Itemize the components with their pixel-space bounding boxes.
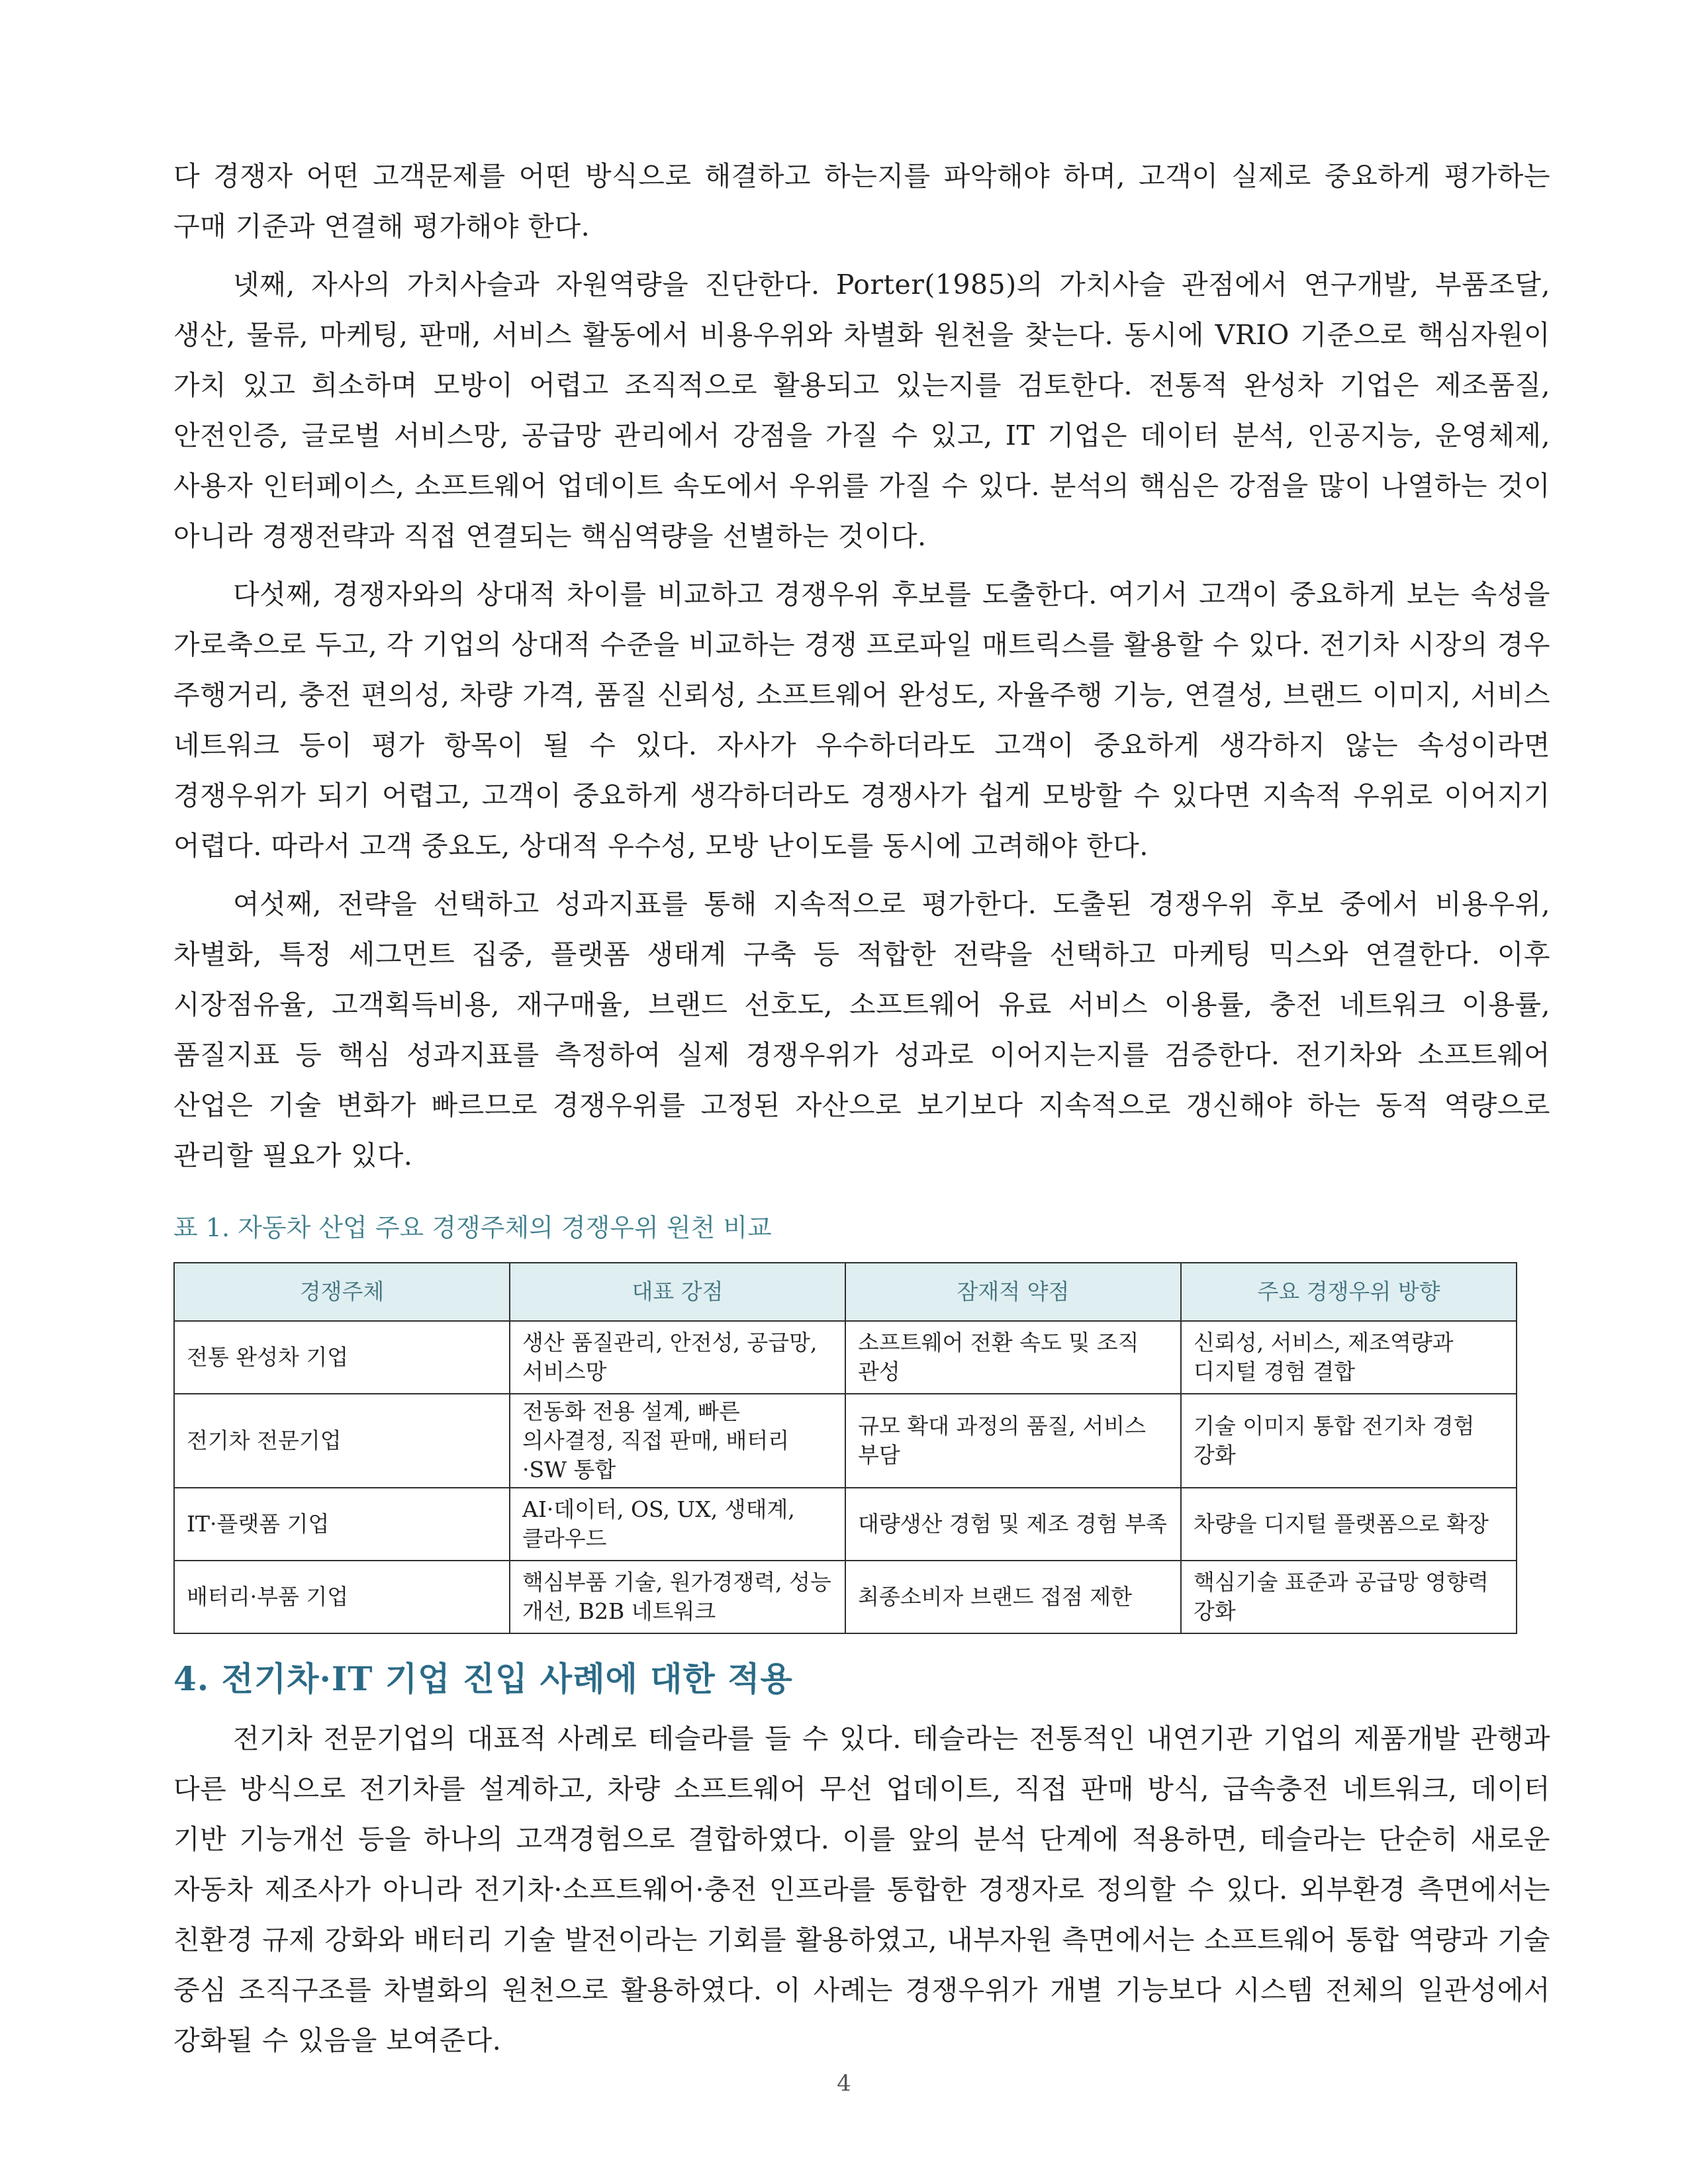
column-header: 주요 경쟁우위 방향 — [1181, 1263, 1517, 1321]
table-cell: 최종소비자 브랜드 접점 제한 — [845, 1561, 1181, 1633]
table-cell: 전통 완성차 기업 — [174, 1321, 510, 1394]
table-caption: 표 1. 자동차 산업 주요 경쟁주체의 경쟁우위 원천 비교 — [173, 1213, 772, 1242]
table-cell: 전기차 전문기업 — [174, 1394, 510, 1488]
table-cell: 신뢰성, 서비스, 제조역량과 디지털 경험 결합 — [1181, 1321, 1517, 1394]
table-header-row — [174, 1263, 1517, 1321]
table-cell: 핵심부품 기술, 원가경쟁력, 성능 개선, B2B 네트워크 — [510, 1561, 845, 1633]
paragraph: 넷째, 자사의 가치사슬과 자원역량을 진단한다. Porter(1985)의 가치사슬 관점에서 연구개발, 부품조달, 생산, 물류, 마케팅, 판매, 서비스 활동에서 비용우위와 차별화 원천을 찾는다. 동시에 VRIO 기준으로 핵심자원이 가치 있고 희소하며 모방이 어렵고 조직적으로 활용되고 있는지를 검토한다. 전통적 완성차 기업은 제조품질, 안전인증, 글로벌 서비스망, 공급망 관리에서 강점을 가질 수 있고, IT 기업은 데이터 분석, 인공지능, 운영체제, 사용자 인터페이스, 소프트웨어 업데이트 속도에서 우위를 가질 수 있다. 분석의 핵심은 강점을 많이 나열하는 것이 아니라 경쟁전략과 직접 연결되는 핵심역량을 선별하는 것이다. — [173, 269, 1550, 552]
table-row — [174, 1561, 1517, 1633]
table-cell: 소프트웨어 전환 속도 및 조직 관성 — [845, 1321, 1181, 1394]
table-cell: 차량을 디지털 플랫폼으로 확장 — [1181, 1488, 1517, 1561]
column-header: 잠재적 약점 — [845, 1263, 1181, 1321]
table-cell: 생산 품질관리, 안전성, 공급망, 서비스망 — [510, 1321, 845, 1394]
table-row — [174, 1321, 1517, 1394]
table-cell: 핵심기술 표준과 공급망 영향력 강화 — [1181, 1561, 1517, 1633]
table-cell: IT·플랫폼 기업 — [174, 1488, 510, 1561]
table-cell: AI·데이터, OS, UX, 생태계, 클라우드 — [510, 1488, 845, 1561]
top-paragraphs — [173, 151, 1550, 1181]
table-cell: 규모 확대 과정의 품질, 서비스 부담 — [845, 1394, 1181, 1488]
comparison-table — [173, 1262, 1517, 1634]
table-row — [174, 1394, 1517, 1488]
document-page — [173, 151, 1550, 2066]
paragraph: 여섯째, 전략을 선택하고 성과지표를 통해 지속적으로 평가한다. 도출된 경쟁우위 후보 중에서 비용우위, 차별화, 특정 세그먼트 집중, 플랫폼 생태계 구축 등 적합한 전략을 선택하고 마케팅 믹스와 연결한다. 이후 시장점유율, 고객획득비용, 재구매율, 브랜드 선호도, 소프트웨어 유료 서비스 이용률, 충전 네트워크 이용률, 품질지표 등 핵심 성과지표를 측정하여 실제 경쟁우위가 성과로 이어지는지를 검증한다. 전기차와 소프트웨어 산업은 기술 변화가 빠르므로 경쟁우위를 고정된 자산으로 보기보다 지속적으로 갱신해야 하는 동적 역량으로 관리할 필요가 있다. — [173, 888, 1550, 1171]
paragraph: 다섯째, 경쟁자와의 상대적 차이를 비교하고 경쟁우위 후보를 도출한다. 여기서 고객이 중요하게 보는 속성을 가로축으로 두고, 각 기업의 상대적 수준을 비교하는 경쟁 프로파일 매트릭스를 활용할 수 있다. 전기차 시장의 경우 주행거리, 충전 편의성, 차량 가격, 품질 신뢰성, 소프트웨어 완성도, 자율주행 기능, 연결성, 브랜드 이미지, 서비스 네트워크 등이 평가 항목이 될 수 있다. 자사가 우수하더라도 고객이 중요하게 생각하지 않는 속성이라면 경쟁우위가 되기 어렵고, 고객이 중요하게 생각하더라도 경쟁사가 쉽게 모방할 수 있다면 지속적 우위로 이어지기 어렵다. 따라서 고객 중요도, 상대적 우수성, 모방 난이도를 동시에 고려해야 한다. — [173, 578, 1550, 862]
page-number: 4 — [837, 2070, 851, 2097]
table-cell: 대량생산 경험 및 제조 경험 부족 — [845, 1488, 1181, 1561]
section-heading: 4. 전기차·IT 기업 진입 사례에 대한 적용 — [173, 1659, 793, 1698]
column-header: 경쟁주체 — [174, 1263, 510, 1321]
table-row — [174, 1488, 1517, 1561]
bottom-paragraphs — [173, 1713, 1550, 2066]
paragraph: 다 경쟁자 어떤 고객문제를 어떤 방식으로 해결하고 하는지를 파악해야 하며, 고객이 실제로 중요하게 평가하는 구매 기준과 연결해 평가해야 한다. — [173, 160, 1550, 242]
table-cell: 기술 이미지 통합 전기차 경험 강화 — [1181, 1394, 1517, 1488]
table-cell: 배터리·부품 기업 — [174, 1561, 510, 1633]
column-header: 대표 강점 — [510, 1263, 845, 1321]
paragraph: 전기차 전문기업의 대표적 사례로 테슬라를 들 수 있다. 테슬라는 전통적인 내연기관 기업의 제품개발 관행과 다른 방식으로 전기차를 설계하고, 차량 소프트웨어 무선 업데이트, 직접 판매 방식, 급속충전 네트워크, 데이터 기반 기능개선 등을 하나의 고객경험으로 결합하였다. 이를 앞의 분석 단계에 적용하면, 테슬라는 단순히 새로운 자동차 제조사가 아니라 전기차·소프트웨어·충전 인프라를 통합한 경쟁자로 정의할 수 있다. 외부환경 측면에서는 친환경 규제 강화와 배터리 기술 발전이라는 기회를 활용하였고, 내부자원 측면에서는 소프트웨어 통합 역량과 기술 중심 조직구조를 차별화의 원천으로 활용하였다. 이 사례는 경쟁우위가 개별 기능보다 시스템 전체의 일관성에서 강화될 수 있음을 보여준다. — [173, 1723, 1550, 2056]
table-cell: 전동화 전용 설계, 빠른 의사결정, 직접 판매, 배터리·SW 통합 — [510, 1394, 845, 1488]
